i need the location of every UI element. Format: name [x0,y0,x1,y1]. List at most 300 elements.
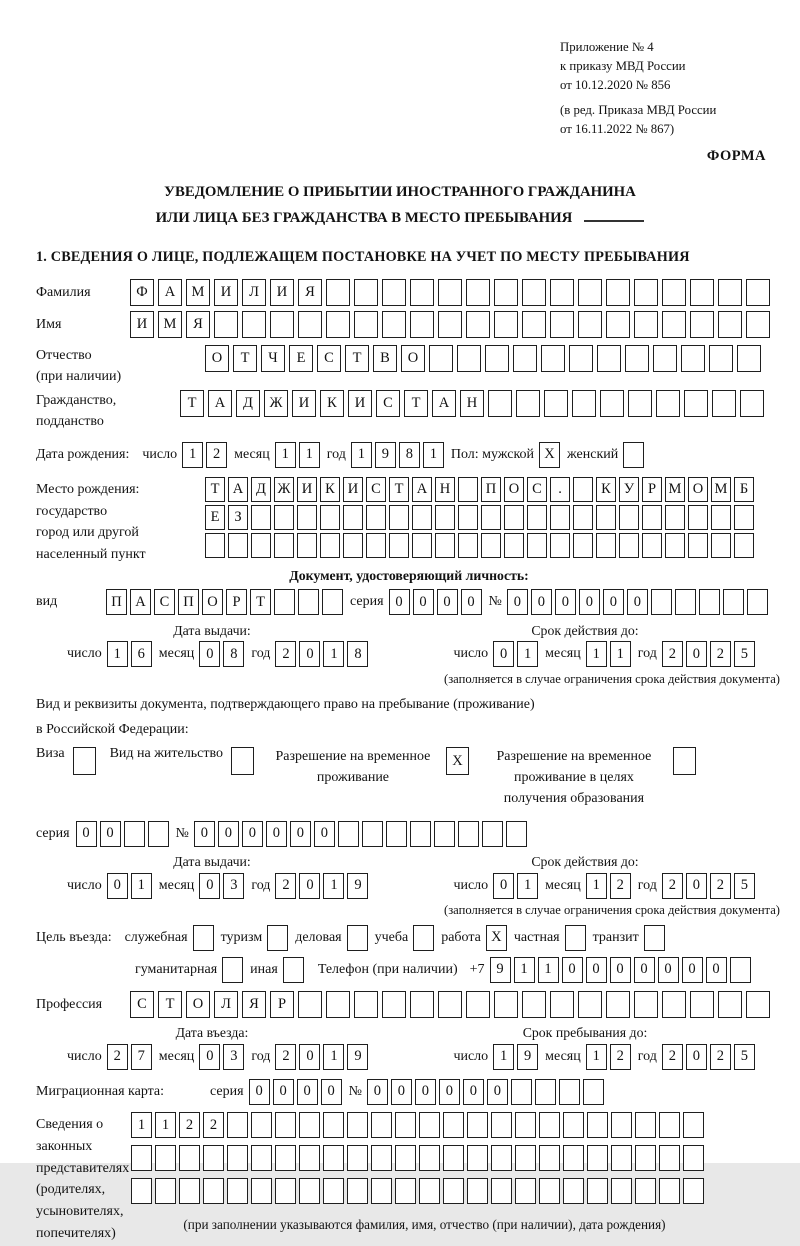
char-cell[interactable]: 2 [662,873,683,899]
char-cell[interactable] [148,821,169,847]
char-cell[interactable] [662,311,686,338]
char-cell[interactable] [410,991,434,1018]
char-cell[interactable] [481,533,501,558]
char-cell[interactable] [539,1178,560,1204]
char-cell[interactable]: 5 [734,641,755,667]
char-cell[interactable] [466,991,490,1018]
char-cell[interactable]: И [297,477,317,502]
char-cell[interactable] [659,1112,680,1138]
char-cell[interactable] [550,311,574,338]
char-cell[interactable] [299,1112,320,1138]
char-cell[interactable] [438,991,462,1018]
char-cell[interactable]: 5 [734,873,755,899]
char-cell[interactable] [382,991,406,1018]
char-cell[interactable] [746,991,770,1018]
char-cell[interactable] [563,1145,584,1171]
char-cell[interactable] [410,821,431,847]
char-cell[interactable]: М [158,311,182,338]
char-cell[interactable]: 0 [487,1079,508,1105]
char-cell[interactable] [323,1145,344,1171]
char-cell[interactable]: 9 [347,1044,368,1070]
char-cell[interactable]: 9 [347,873,368,899]
char-cell[interactable]: 2 [662,641,683,667]
char-cell[interactable] [386,821,407,847]
char-cell[interactable] [550,505,570,530]
char-cell[interactable] [734,533,754,558]
char-cell[interactable]: 0 [493,873,514,899]
char-cell[interactable] [443,1112,464,1138]
char-cell[interactable] [326,279,350,306]
char-cell[interactable]: 0 [686,873,707,899]
char-cell[interactable] [438,279,462,306]
char-cell[interactable]: 0 [586,957,607,983]
char-cell[interactable]: О [401,345,425,372]
char-cell[interactable]: С [366,477,386,502]
char-cell[interactable] [683,1178,704,1204]
char-cell[interactable]: И [348,390,372,417]
char-cell[interactable] [623,442,644,468]
char-cell[interactable] [659,1178,680,1204]
char-cell[interactable] [539,1112,560,1138]
char-cell[interactable] [466,311,490,338]
char-cell[interactable] [354,311,378,338]
char-cell[interactable] [734,505,754,530]
char-cell[interactable]: 0 [686,1044,707,1070]
char-cell[interactable] [227,1112,248,1138]
char-cell[interactable] [596,505,616,530]
char-cell[interactable] [251,1112,272,1138]
char-cell[interactable]: 2 [275,873,296,899]
char-cell[interactable] [231,747,254,775]
char-cell[interactable]: Я [242,991,266,1018]
char-cell[interactable]: Т [205,477,225,502]
char-cell[interactable] [527,533,547,558]
char-cell[interactable] [578,279,602,306]
char-cell[interactable]: 6 [131,641,152,667]
char-cell[interactable] [410,279,434,306]
char-cell[interactable]: X [539,442,560,468]
char-cell[interactable] [662,279,686,306]
char-cell[interactable] [578,991,602,1018]
char-cell[interactable] [343,505,363,530]
char-cell[interactable] [242,311,266,338]
char-cell[interactable] [606,311,630,338]
char-cell[interactable] [251,505,271,530]
char-cell[interactable]: 0 [299,873,320,899]
char-cell[interactable]: 0 [242,821,263,847]
char-cell[interactable]: В [373,345,397,372]
char-cell[interactable]: 0 [290,821,311,847]
char-cell[interactable]: Т [250,589,271,615]
char-cell[interactable]: О [205,345,229,372]
char-cell[interactable] [712,390,736,417]
char-cell[interactable]: М [711,477,731,502]
char-cell[interactable] [205,533,225,558]
char-cell[interactable] [539,1145,560,1171]
char-cell[interactable]: 0 [199,873,220,899]
char-cell[interactable] [222,957,243,983]
char-cell[interactable] [527,505,547,530]
char-cell[interactable] [587,1112,608,1138]
char-cell[interactable]: 2 [206,442,227,468]
char-cell[interactable] [458,505,478,530]
char-cell[interactable] [746,311,770,338]
char-cell[interactable] [513,345,537,372]
char-cell[interactable]: 8 [399,442,420,468]
char-cell[interactable]: 2 [203,1112,224,1138]
char-cell[interactable] [435,505,455,530]
char-cell[interactable]: X [446,747,469,775]
char-cell[interactable] [653,345,677,372]
char-cell[interactable] [371,1145,392,1171]
char-cell[interactable]: 2 [610,873,631,899]
char-cell[interactable]: 1 [299,442,320,468]
char-cell[interactable] [323,1178,344,1204]
char-cell[interactable]: Б [734,477,754,502]
char-cell[interactable]: 0 [415,1079,436,1105]
char-cell[interactable]: Н [435,477,455,502]
char-cell[interactable] [747,589,768,615]
char-cell[interactable]: 1 [323,641,344,667]
char-cell[interactable] [298,589,319,615]
char-cell[interactable] [635,1112,656,1138]
char-cell[interactable]: О [688,477,708,502]
char-cell[interactable] [642,533,662,558]
char-cell[interactable]: 2 [710,641,731,667]
char-cell[interactable] [326,311,350,338]
char-cell[interactable]: X [486,925,507,951]
char-cell[interactable] [438,311,462,338]
char-cell[interactable] [326,991,350,1018]
char-cell[interactable]: 1 [275,442,296,468]
char-cell[interactable] [611,1145,632,1171]
char-cell[interactable] [634,311,658,338]
char-cell[interactable] [690,991,714,1018]
char-cell[interactable] [583,1079,604,1105]
char-cell[interactable] [673,747,696,775]
char-cell[interactable]: С [130,991,154,1018]
char-cell[interactable] [267,925,288,951]
char-cell[interactable] [635,1145,656,1171]
char-cell[interactable] [619,533,639,558]
char-cell[interactable]: 0 [273,1079,294,1105]
char-cell[interactable] [274,589,295,615]
char-cell[interactable] [565,925,586,951]
char-cell[interactable] [504,533,524,558]
char-cell[interactable]: 1 [586,873,607,899]
char-cell[interactable] [515,1145,536,1171]
char-cell[interactable] [511,1079,532,1105]
char-cell[interactable] [179,1145,200,1171]
char-cell[interactable] [606,279,630,306]
char-cell[interactable] [651,589,672,615]
char-cell[interactable] [634,991,658,1018]
char-cell[interactable] [522,311,546,338]
char-cell[interactable]: 0 [555,589,576,615]
char-cell[interactable]: О [186,991,210,1018]
char-cell[interactable] [274,533,294,558]
char-cell[interactable]: 0 [461,589,482,615]
char-cell[interactable] [155,1178,176,1204]
char-cell[interactable] [297,505,317,530]
char-cell[interactable] [283,957,304,983]
char-cell[interactable]: 1 [182,442,203,468]
char-cell[interactable]: 0 [658,957,679,983]
char-cell[interactable] [412,533,432,558]
char-cell[interactable] [481,505,501,530]
char-cell[interactable]: И [130,311,154,338]
char-cell[interactable]: 2 [610,1044,631,1070]
char-cell[interactable]: М [186,279,210,306]
char-cell[interactable] [587,1178,608,1204]
char-cell[interactable]: Р [642,477,662,502]
char-cell[interactable] [251,533,271,558]
char-cell[interactable]: Т [158,991,182,1018]
char-cell[interactable]: 5 [734,1044,755,1070]
char-cell[interactable]: 9 [375,442,396,468]
char-cell[interactable] [522,279,546,306]
char-cell[interactable] [299,1178,320,1204]
char-cell[interactable] [203,1145,224,1171]
char-cell[interactable]: 0 [321,1079,342,1105]
char-cell[interactable] [494,279,518,306]
char-cell[interactable] [366,533,386,558]
char-cell[interactable] [491,1178,512,1204]
char-cell[interactable] [569,345,593,372]
char-cell[interactable] [419,1178,440,1204]
char-cell[interactable]: 1 [107,641,128,667]
char-cell[interactable] [124,821,145,847]
char-cell[interactable] [275,1112,296,1138]
char-cell[interactable] [683,1112,704,1138]
char-cell[interactable] [435,533,455,558]
char-cell[interactable] [642,505,662,530]
char-cell[interactable] [625,345,649,372]
char-cell[interactable]: 1 [586,641,607,667]
char-cell[interactable] [485,345,509,372]
char-cell[interactable] [395,1178,416,1204]
char-cell[interactable]: 9 [490,957,511,983]
char-cell[interactable]: 1 [131,1112,152,1138]
char-cell[interactable] [227,1145,248,1171]
char-cell[interactable] [688,505,708,530]
char-cell[interactable]: 0 [634,957,655,983]
char-cell[interactable]: А [130,589,151,615]
char-cell[interactable] [347,1178,368,1204]
char-cell[interactable]: 1 [323,873,344,899]
char-cell[interactable]: С [376,390,400,417]
char-cell[interactable] [389,533,409,558]
char-cell[interactable] [656,390,680,417]
char-cell[interactable]: 2 [107,1044,128,1070]
char-cell[interactable] [419,1145,440,1171]
char-cell[interactable] [494,311,518,338]
char-cell[interactable]: 2 [275,641,296,667]
char-cell[interactable] [131,1178,152,1204]
char-cell[interactable]: 1 [610,641,631,667]
char-cell[interactable] [711,533,731,558]
char-cell[interactable] [228,533,248,558]
char-cell[interactable]: 0 [562,957,583,983]
char-cell[interactable]: Д [236,390,260,417]
char-cell[interactable]: 0 [389,589,410,615]
char-cell[interactable]: А [432,390,456,417]
char-cell[interactable] [659,1145,680,1171]
char-cell[interactable] [665,505,685,530]
char-cell[interactable]: У [619,477,639,502]
char-cell[interactable] [506,821,527,847]
char-cell[interactable] [504,505,524,530]
char-cell[interactable] [298,991,322,1018]
char-cell[interactable] [550,991,574,1018]
char-cell[interactable]: 0 [437,589,458,615]
char-cell[interactable] [354,991,378,1018]
char-cell[interactable] [683,1145,704,1171]
char-cell[interactable] [320,533,340,558]
char-cell[interactable]: Т [345,345,369,372]
char-cell[interactable] [516,390,540,417]
char-cell[interactable] [711,505,731,530]
char-cell[interactable] [515,1178,536,1204]
char-cell[interactable]: З [228,505,248,530]
char-cell[interactable] [572,390,596,417]
char-cell[interactable] [193,925,214,951]
char-cell[interactable]: 0 [682,957,703,983]
char-cell[interactable] [371,1112,392,1138]
char-cell[interactable]: 1 [493,1044,514,1070]
char-cell[interactable] [709,345,733,372]
char-cell[interactable] [395,1145,416,1171]
char-cell[interactable] [371,1178,392,1204]
char-cell[interactable] [541,345,565,372]
char-cell[interactable] [443,1145,464,1171]
char-cell[interactable] [467,1112,488,1138]
char-cell[interactable]: 0 [299,1044,320,1070]
char-cell[interactable]: 1 [351,442,372,468]
char-cell[interactable] [573,533,593,558]
char-cell[interactable] [395,1112,416,1138]
char-cell[interactable] [347,1145,368,1171]
char-cell[interactable]: 0 [100,821,121,847]
char-cell[interactable]: Е [205,505,225,530]
char-cell[interactable] [611,1112,632,1138]
char-cell[interactable] [382,311,406,338]
char-cell[interactable] [467,1178,488,1204]
char-cell[interactable] [227,1178,248,1204]
char-cell[interactable]: 0 [266,821,287,847]
char-cell[interactable] [214,311,238,338]
char-cell[interactable] [275,1178,296,1204]
char-cell[interactable]: 0 [579,589,600,615]
char-cell[interactable]: С [154,589,175,615]
char-cell[interactable] [274,505,294,530]
char-cell[interactable]: О [504,477,524,502]
char-cell[interactable]: 0 [439,1079,460,1105]
char-cell[interactable]: 0 [194,821,215,847]
char-cell[interactable]: К [320,477,340,502]
char-cell[interactable]: . [550,477,570,502]
char-cell[interactable] [619,505,639,530]
char-cell[interactable] [270,311,294,338]
char-cell[interactable] [550,533,570,558]
char-cell[interactable]: 9 [517,1044,538,1070]
char-cell[interactable] [718,279,742,306]
char-cell[interactable]: 0 [76,821,97,847]
char-cell[interactable] [482,821,503,847]
char-cell[interactable]: П [178,589,199,615]
char-cell[interactable]: Я [186,311,210,338]
char-cell[interactable]: О [202,589,223,615]
char-cell[interactable]: 0 [367,1079,388,1105]
char-cell[interactable]: 0 [199,1044,220,1070]
char-cell[interactable]: И [292,390,316,417]
char-cell[interactable]: 0 [686,641,707,667]
char-cell[interactable]: Т [404,390,428,417]
char-cell[interactable]: 1 [423,442,444,468]
char-cell[interactable]: К [320,390,344,417]
char-cell[interactable] [600,390,624,417]
char-cell[interactable]: 1 [155,1112,176,1138]
char-cell[interactable] [611,1178,632,1204]
char-cell[interactable] [634,279,658,306]
char-cell[interactable]: 1 [538,957,559,983]
char-cell[interactable]: А [208,390,232,417]
char-cell[interactable] [338,821,359,847]
char-cell[interactable] [662,991,686,1018]
char-cell[interactable] [563,1112,584,1138]
char-cell[interactable]: 2 [179,1112,200,1138]
char-cell[interactable] [737,345,761,372]
char-cell[interactable] [494,991,518,1018]
char-cell[interactable] [354,279,378,306]
char-cell[interactable] [458,533,478,558]
char-cell[interactable] [665,533,685,558]
char-cell[interactable] [684,390,708,417]
char-cell[interactable] [596,533,616,558]
char-cell[interactable] [675,589,696,615]
char-cell[interactable]: И [214,279,238,306]
char-cell[interactable] [251,1145,272,1171]
char-cell[interactable]: И [343,477,363,502]
char-cell[interactable] [347,925,368,951]
char-cell[interactable] [323,1112,344,1138]
char-cell[interactable]: Т [180,390,204,417]
char-cell[interactable] [723,589,744,615]
char-cell[interactable] [73,747,96,775]
char-cell[interactable] [690,279,714,306]
char-cell[interactable]: 0 [107,873,128,899]
char-cell[interactable]: 0 [297,1079,318,1105]
char-cell[interactable]: К [596,477,616,502]
char-cell[interactable]: 0 [531,589,552,615]
char-cell[interactable]: 2 [275,1044,296,1070]
char-cell[interactable] [443,1178,464,1204]
char-cell[interactable] [578,311,602,338]
char-cell[interactable] [203,1178,224,1204]
char-cell[interactable]: 1 [514,957,535,983]
char-cell[interactable]: 0 [603,589,624,615]
char-cell[interactable] [491,1112,512,1138]
char-cell[interactable]: 1 [131,873,152,899]
char-cell[interactable] [488,390,512,417]
char-cell[interactable]: А [412,477,432,502]
char-cell[interactable]: Д [251,477,271,502]
char-cell[interactable]: Л [214,991,238,1018]
char-cell[interactable] [389,505,409,530]
char-cell[interactable] [343,533,363,558]
char-cell[interactable]: 3 [223,873,244,899]
char-cell[interactable]: П [106,589,127,615]
